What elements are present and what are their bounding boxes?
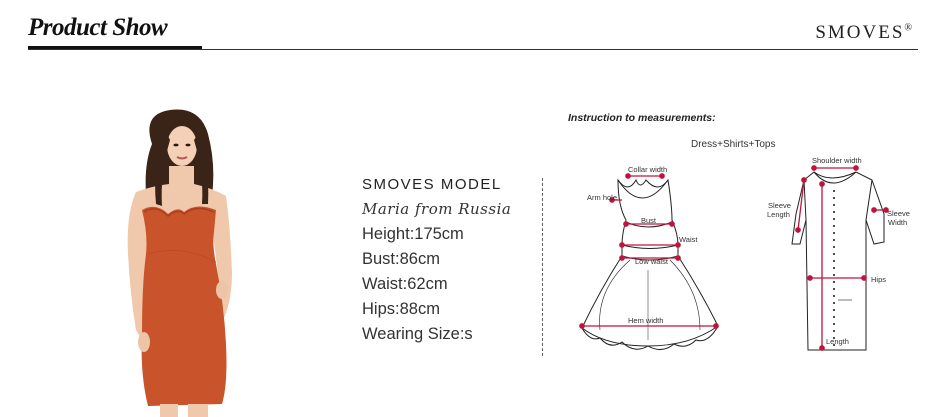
model-info: [362, 176, 511, 347]
model-photo: [112, 104, 252, 417]
label-sleeve-width-2: Width: [888, 218, 908, 227]
label-arm-hole: Arm hole: [587, 193, 618, 202]
section-divider: [542, 178, 543, 356]
label-hem-width: Hem width: [628, 316, 664, 325]
label-sleeve-length-2: Length: [767, 210, 790, 219]
header-divider: [28, 49, 918, 50]
label-collar-width: Collar width: [628, 165, 668, 174]
measurement-diagram: [560, 150, 920, 417]
label-length: Length: [826, 337, 849, 346]
spec-hips: Hips:88cm: [362, 300, 440, 318]
shirt-measure-lines: [796, 166, 888, 350]
measurement-category: Dress+Shirts+Tops: [691, 139, 776, 150]
label-waist: Waist: [679, 235, 698, 244]
spec-waist: Waist:62cm: [362, 275, 448, 293]
spec-bust: Bust:86cm: [362, 250, 440, 268]
model-name: Maria from Russia: [362, 200, 512, 218]
model-heading: SMOVES MODEL: [362, 176, 502, 193]
label-bust: Bust: [641, 216, 657, 225]
brand-logo: [815, 22, 912, 44]
shirt-diagram: [792, 172, 887, 350]
measurement-instruction-title: Instruction to measurements:: [568, 112, 716, 124]
label-shoulder-width: Shoulder width: [812, 156, 862, 165]
label-hips: Hips: [871, 275, 887, 284]
spec-wearing-size: Wearing Size:s: [362, 325, 473, 343]
registered-mark: ®: [904, 22, 912, 34]
brand-name: SMOVES: [815, 22, 905, 43]
label-low-waist: Low waist: [635, 257, 668, 266]
page-title: Product Show: [28, 14, 168, 41]
label-sleeve-length-1: Sleeve: [768, 201, 791, 210]
spec-height: Height:175cm: [362, 225, 464, 243]
label-sleeve-width-1: Sleeve: [887, 209, 910, 218]
